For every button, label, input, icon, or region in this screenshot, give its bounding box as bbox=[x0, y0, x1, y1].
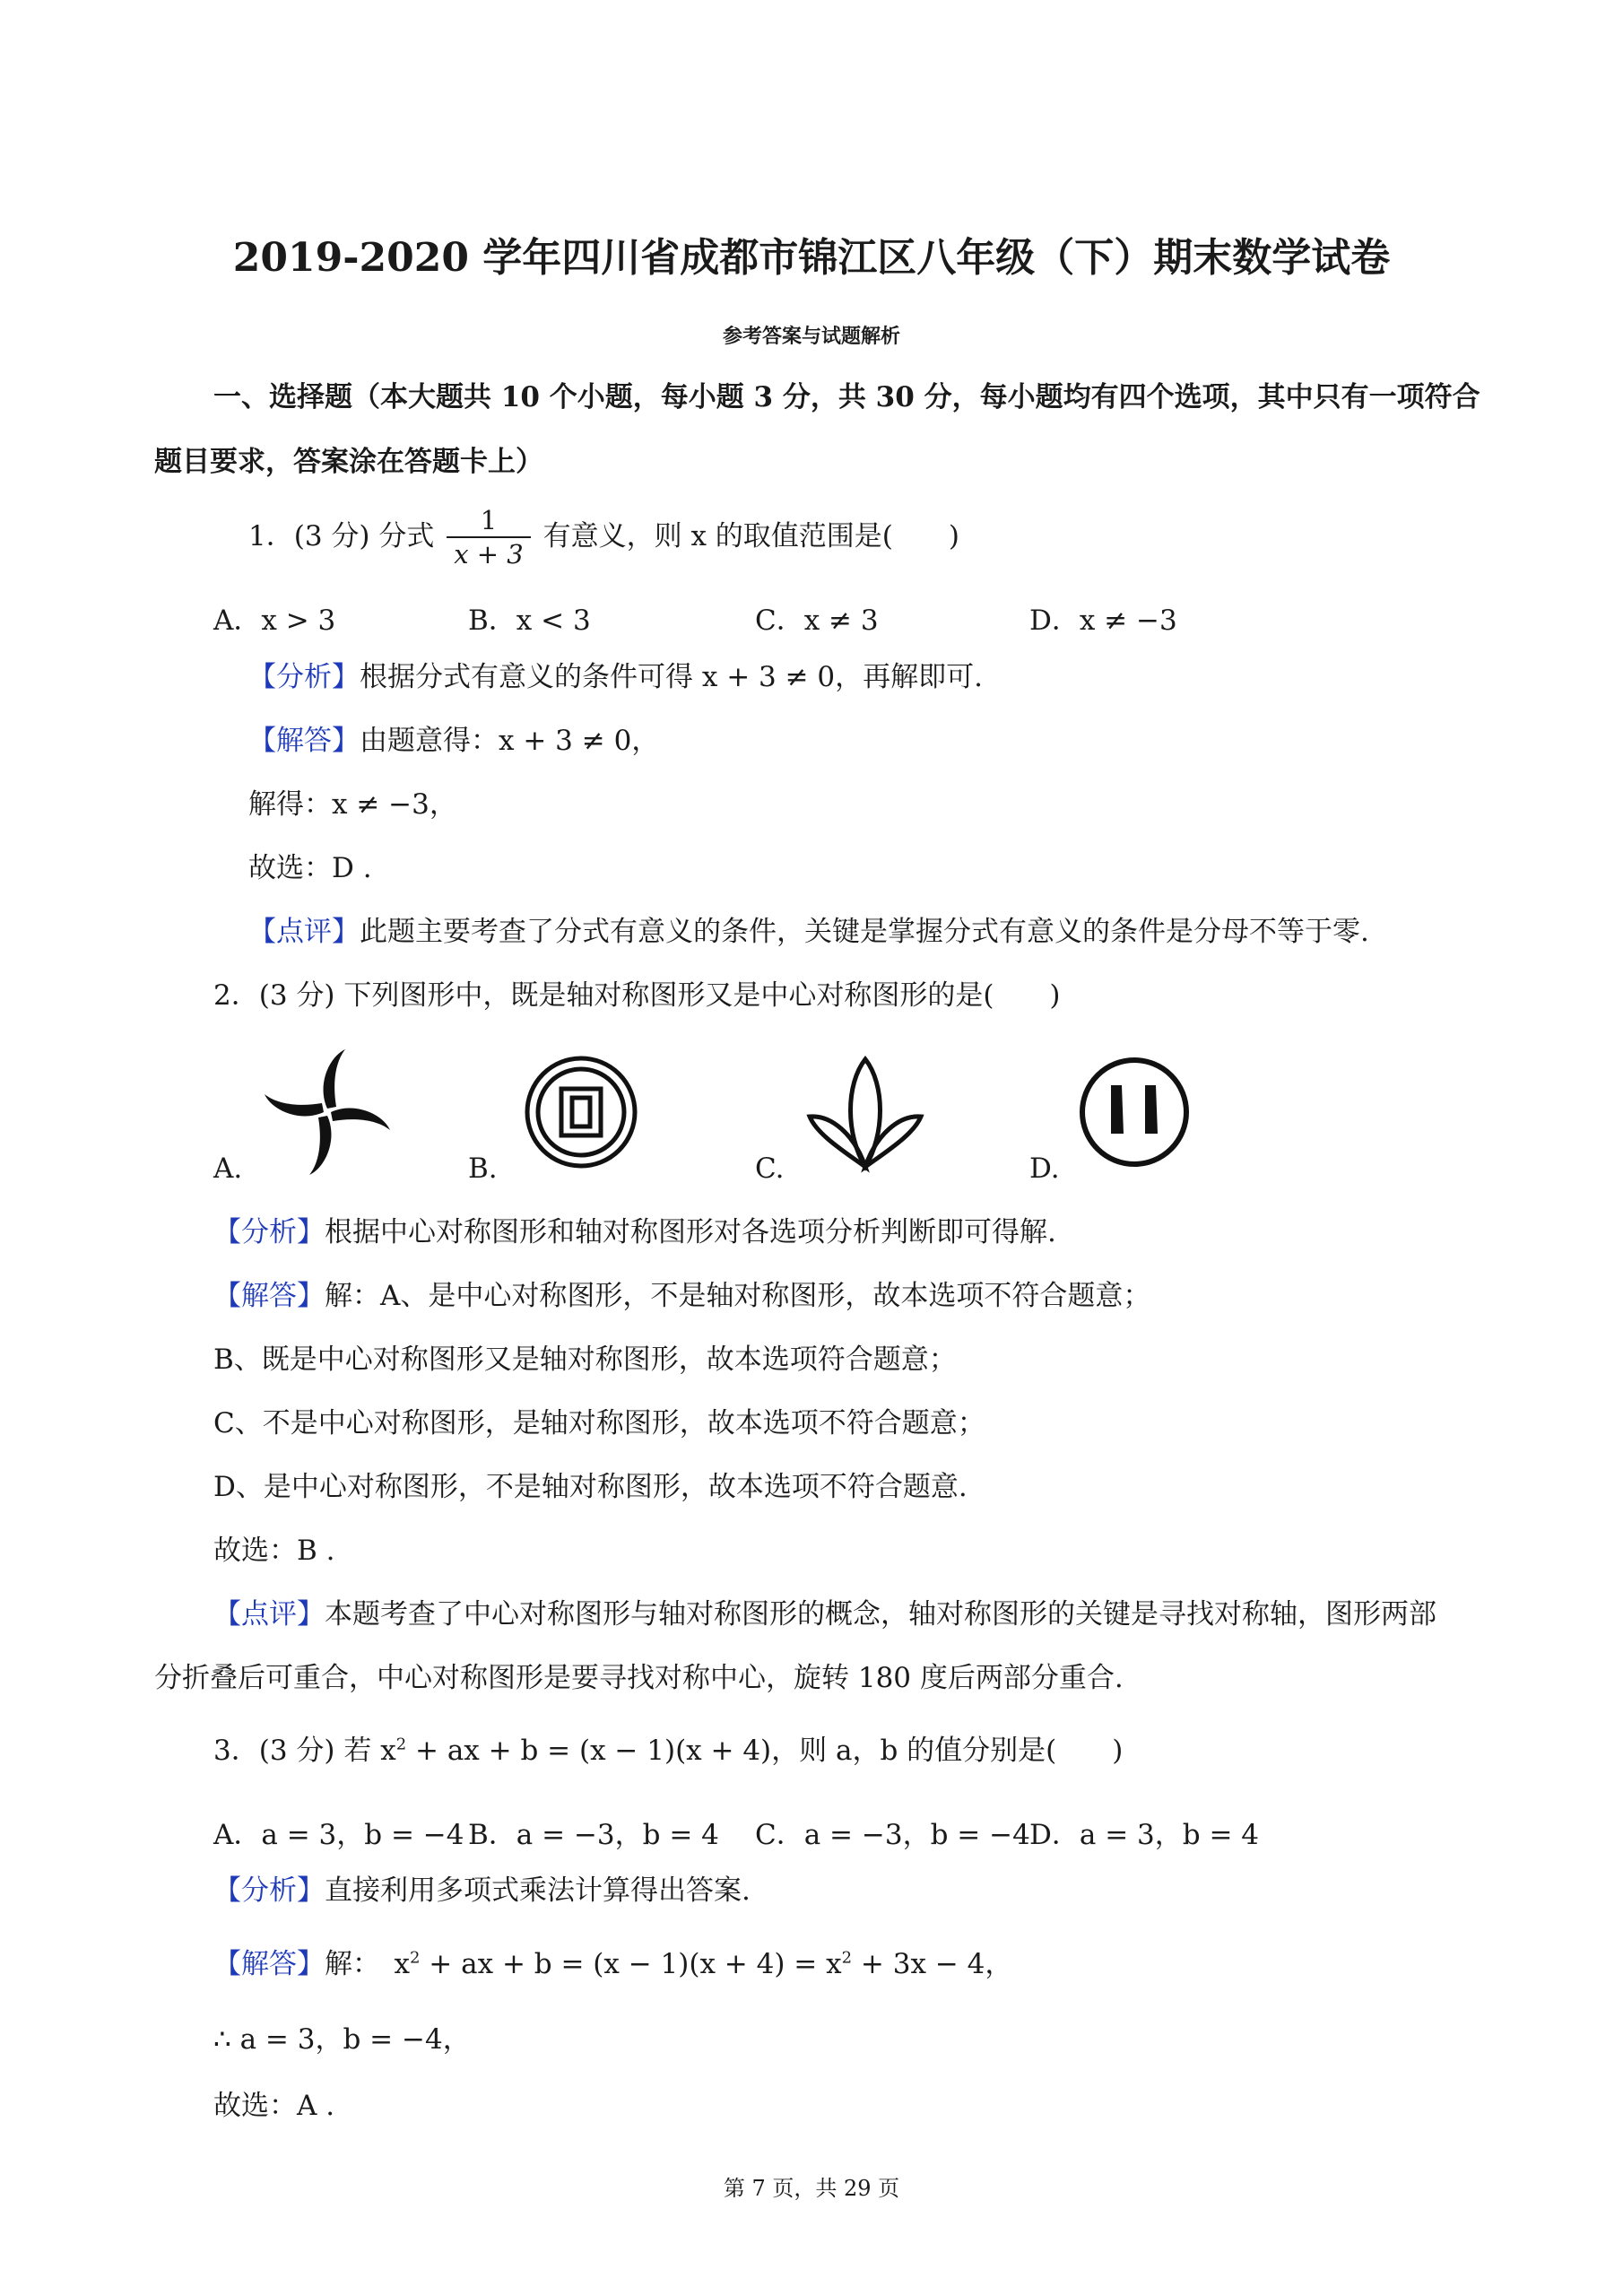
q1-step-2: 故选：D . bbox=[248, 852, 372, 884]
q1-option-a: A．x > 3 bbox=[213, 604, 336, 637]
page-title: 2019-2020 学年四川省成都市锦江区八年级（下）期末数学试卷 bbox=[232, 235, 1391, 281]
q2-analysis bbox=[213, 1216, 1056, 1249]
q3-stem bbox=[213, 1735, 1123, 1768]
q2-comment-line1: 本题考查了中心对称图形与轴对称图形的概念，轴对称图形的关键是寻找对称轴，图形两部 bbox=[325, 1598, 1436, 1631]
q1-option-c: C．x ≠ 3 bbox=[755, 604, 879, 637]
q3-solution bbox=[213, 1948, 1012, 1981]
q3-option-a: A．a = 3，b = −4 bbox=[213, 1819, 464, 1851]
q2-comment bbox=[213, 1598, 1436, 1631]
q2-solution bbox=[213, 1280, 1150, 1313]
q1-solution bbox=[248, 725, 659, 758]
q3-step-2: 故选：A . bbox=[213, 2090, 335, 2122]
q1-comment-text: 此题主要考查了分式有意义的条件，关键是掌握分式有意义的条件是分母不等于零. bbox=[360, 916, 1369, 948]
page-subtitle: 参考答案与试题解析 bbox=[722, 325, 900, 348]
q2-label-a: A. bbox=[213, 1152, 243, 1185]
q1-fraction-denominator: x + 3 bbox=[454, 539, 524, 570]
lotus-figure bbox=[803, 1054, 928, 1179]
q1-option-b: B．x < 3 bbox=[468, 604, 591, 637]
q3-option-d: D．a = 3，b = 4 bbox=[1029, 1819, 1259, 1851]
q3-option-c: C．a = −3，b = −4 bbox=[755, 1819, 1030, 1851]
q1-comment bbox=[248, 916, 1369, 949]
q2-analysis-text: 根据中心对称图形和轴对称图形对各选项分析判断即可得解. bbox=[325, 1216, 1056, 1248]
analysis-tag: 【分析】 bbox=[248, 661, 360, 693]
comment-tag: 【点评】 bbox=[213, 1598, 325, 1631]
solution-tag: 【解答】 bbox=[213, 1948, 325, 1980]
q1-analysis-text: 根据分式有意义的条件可得 x + 3 ≠ 0，再解即可. bbox=[360, 661, 984, 693]
analysis-tag: 【分析】 bbox=[213, 1216, 325, 1248]
q2-label-d: D. bbox=[1029, 1152, 1060, 1185]
q2-line-b: B、既是中心对称图形又是轴对称图形，故本选项符合题意； bbox=[213, 1344, 957, 1376]
q1-option-d: D．x ≠ −3 bbox=[1029, 604, 1177, 637]
comment-tag: 【点评】 bbox=[248, 916, 360, 948]
q3-solution-exponent-2: 2 bbox=[841, 1948, 853, 1968]
q3-analysis-text: 直接利用多项式乘法计算得出答案. bbox=[325, 1874, 751, 1907]
q2-choice: 故选：B . bbox=[213, 1535, 335, 1567]
q2-solution-text: 解：A、是中心对称图形，不是轴对称图形，故本选项不符合题意； bbox=[325, 1280, 1151, 1312]
q2-label-b: B. bbox=[468, 1152, 498, 1185]
q2-comment-line2: 分折叠后可重合，中心对称图形是要寻找对称中心，旋转 180 度后两部分重合. bbox=[154, 1662, 1124, 1694]
q2-line-d: D、是中心对称图形，不是轴对称图形，故本选项不符合题意. bbox=[213, 1471, 968, 1503]
q1-stem bbox=[248, 504, 959, 571]
solution-tag: 【解答】 bbox=[213, 1280, 325, 1312]
q2-label-c: C. bbox=[755, 1152, 785, 1185]
q3-stem-exponent: 2 bbox=[395, 1735, 407, 1754]
q1-step-1: 解得：x ≠ −3， bbox=[248, 788, 457, 821]
pinwheel-figure bbox=[260, 1045, 395, 1179]
q1-fraction bbox=[447, 504, 531, 571]
q2-stem: 2．(3 分) 下列图形中，既是轴对称图形又是中心对称图形的是( ) bbox=[213, 979, 1061, 1012]
q3-stem-part1: 3．(3 分) 若 x bbox=[213, 1735, 396, 1767]
coin-figure bbox=[523, 1054, 639, 1170]
section-heading-line2: 题目要求，答案涂在答题卡上） bbox=[154, 446, 543, 478]
q3-option-b: B．a = −3，b = 4 bbox=[468, 1819, 719, 1851]
page-footer: 第 7 页，共 29 页 bbox=[723, 2176, 900, 2201]
solution-tag: 【解答】 bbox=[248, 725, 360, 757]
q3-solution-part2: + ax + b = (x − 1)(x + 4) = x bbox=[420, 1948, 842, 1980]
q1-analysis bbox=[248, 661, 983, 694]
q3-stem-part2: + ax + b = (x − 1)(x + 4)，则 a，b 的值分别是( ) bbox=[406, 1735, 1124, 1767]
q3-solution-part3: + 3x − 4， bbox=[852, 1948, 1013, 1980]
q1-fraction-numerator: 1 bbox=[447, 504, 531, 538]
q2-line-c: C、不是中心对称图形，是轴对称图形，故本选项不符合题意； bbox=[213, 1407, 985, 1439]
q3-analysis bbox=[213, 1874, 751, 1908]
q3-solution-exponent-1: 2 bbox=[409, 1948, 421, 1968]
circle-bars-figure bbox=[1076, 1054, 1193, 1170]
section-heading-line1: 一、选择题（本大题共 10 个小题，每小题 3 分，共 30 分，每小题均有四个选项，其中只有一项符合 bbox=[213, 381, 1480, 413]
analysis-tag: 【分析】 bbox=[213, 1874, 325, 1907]
q1-stem-before: 1．(3 分) 分式 bbox=[248, 519, 435, 552]
q1-stem-after: 有意义，则 x 的取值范围是( ) bbox=[542, 519, 959, 552]
q1-solution-text: 由题意得：x + 3 ≠ 0， bbox=[360, 725, 660, 757]
q3-solution-part1: 解： x bbox=[325, 1948, 410, 1980]
q3-step-1: ∴ a = 3，b = −4， bbox=[213, 2023, 471, 2056]
